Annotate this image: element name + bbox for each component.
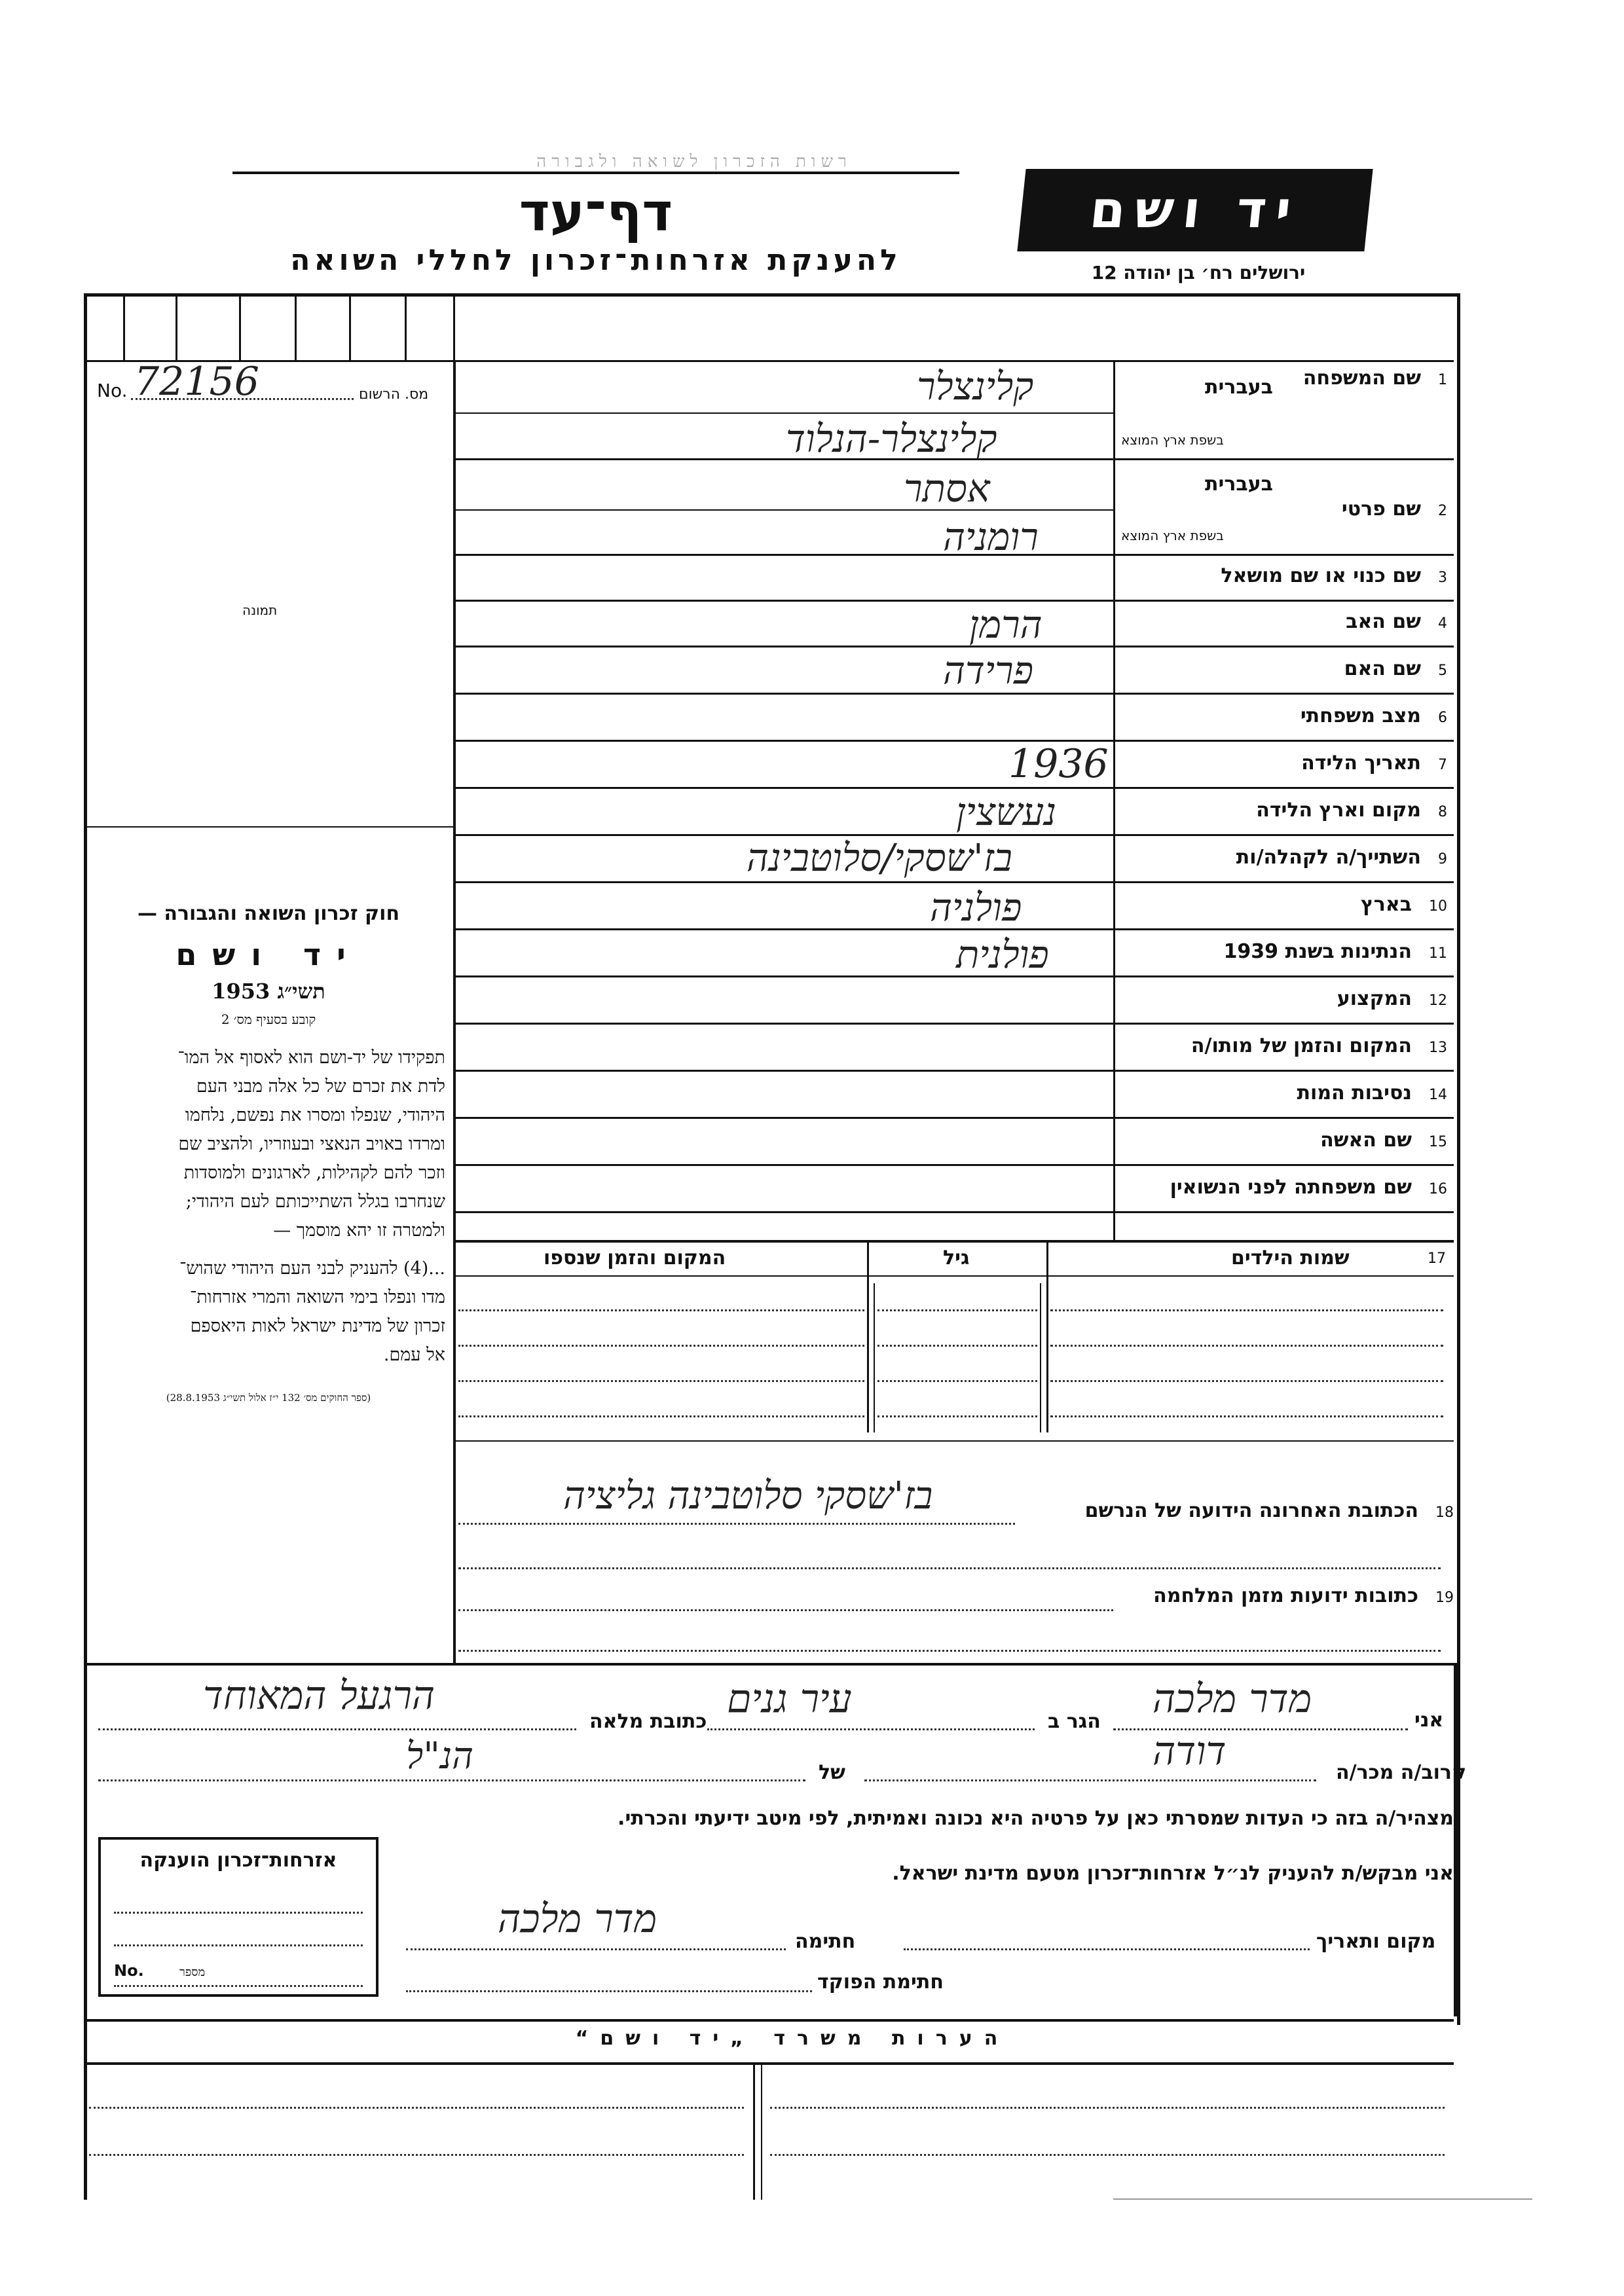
decl-full-address-label: כתובת מלאה — [589, 1710, 707, 1733]
grant-box-no-label: No. — [114, 1961, 144, 1980]
grant-box-number-label: מספר — [179, 1965, 206, 1979]
children-col-place: המקום והזמן שנספו — [544, 1247, 726, 1269]
field-sub-hebrew-1: בעברית — [1205, 376, 1273, 399]
field-value-family-name: קלינצלר — [917, 364, 1034, 409]
field-label-death-circumstances: 14נסיבות המות — [1297, 1082, 1447, 1104]
field-label-mother-name: 5שם האם — [1344, 657, 1447, 680]
field-label-country: 10בארץ — [1360, 893, 1447, 916]
law-line: וזכר להם לקהילות, לארגונים ולמוסדות — [183, 1163, 445, 1183]
field-label-nickname: 3שם כנוי או שם מושאל — [1221, 564, 1447, 587]
decl-statement: מצהיר/ה בזה כי העדות שמסרתי כאן על פרטיה היא נכונה ואמיתית, לפי מיטב ידיעתי והכרתי. — [618, 1807, 1454, 1830]
field-value-nationality: פולנית — [956, 932, 1049, 977]
law-line: תפקידו של יד-ושם הוא לאסוף אל המו־ — [177, 1048, 445, 1068]
decl-city: עיר גנים — [727, 1676, 852, 1722]
law-line: ...(4) להעניק לבני העם היהודי שהוש־ — [179, 1258, 445, 1279]
field-value-first-name-origin: רומניה — [943, 515, 1039, 559]
header-address: ירושלים רח׳ בן יהודה 12 — [1091, 262, 1306, 283]
field-label-death-place-time: 13המקום והזמן של מותו/ה — [1190, 1034, 1447, 1057]
field-value-father-name: הרמן — [969, 602, 1043, 647]
registration-no-label: No. — [97, 380, 128, 401]
law-text-block — [92, 902, 445, 1404]
law-line: ולמטרה זו יהא מוסמך — — [273, 1220, 445, 1241]
registration-number: 72156 — [134, 359, 259, 405]
field-label-birth-date: 7תאריך הלידה — [1301, 752, 1447, 774]
decl-signature: מדר מלכה — [498, 1896, 657, 1942]
law-line: מדו ונפלו בימי השואה והמרי אזרחות־ — [189, 1287, 445, 1307]
field-value-birth-date: 1936 — [1008, 741, 1109, 787]
field-label-birth-place: 8מקום וארץ הלידה — [1256, 799, 1447, 822]
law-clause: קובע בסעיף מס׳ 2 — [221, 1011, 316, 1027]
address-18-value: בז'שסקי סלוטבינה גליציה — [563, 1473, 933, 1518]
children-col-names: שמות הילדים — [1231, 1247, 1350, 1269]
law-line: זכרון של מדינת ישראל לאות היאספם — [190, 1316, 445, 1336]
decl-of-label: של — [819, 1761, 845, 1784]
field-sub-hebrew-2: בעברית — [1205, 473, 1273, 496]
field-value-first-name: אסתר — [904, 466, 990, 511]
field-label-community: 9השתייך/ה לקהלה/ות — [1236, 846, 1447, 869]
field-value-birth-place: נעשצין — [956, 790, 1057, 834]
field-label-nationality: 11הנתינות בשנת 1939 — [1223, 940, 1447, 963]
decl-relative-label: קרוב/ה מכר/ה — [1336, 1761, 1467, 1784]
field-label-profession: 12המקצוע — [1337, 987, 1447, 1010]
registration-label: מס. הרשום — [359, 386, 429, 403]
law-source: (ספר החוקים מס׳ 132 י״ז אלול תשי״ג 28.8.1953) — [166, 1392, 371, 1404]
decl-resides-label: הגר ב — [1048, 1710, 1101, 1733]
decl-place-date-label: מקום ותאריך — [1316, 1930, 1436, 1953]
decl-ani: אני — [1414, 1709, 1444, 1732]
address-19-label: 19כתובות ידועות מזמן המלחמה — [1153, 1584, 1454, 1607]
field-label-maiden-name: 16שם משפחתה לפני הנשואין — [1170, 1176, 1447, 1199]
law-line: שנחרבו בגלל השתייכותם לעם היהודי; — [185, 1192, 445, 1212]
children-num: 17 — [1428, 1250, 1446, 1267]
field-label-family-name: 1שם המשפחה — [1302, 367, 1447, 390]
decl-full-address: הרגעל המאוחד — [203, 1673, 435, 1719]
decl-relation: דודה — [1153, 1728, 1227, 1774]
decl-signature-label: חתימה — [795, 1930, 856, 1953]
field-value-family-name-origin: קלינצלר-הנלוד — [786, 416, 997, 461]
header-top-line-text: רשות הזכרון לשואה ולגבורה — [536, 152, 852, 172]
grant-box-title: אזרחות־זכרון הוענקה — [139, 1849, 337, 1872]
law-line: אל עמם. — [383, 1345, 445, 1365]
law-line: היהודי, שנפלו ומסרו את נפשם, נלחמו — [185, 1105, 445, 1125]
law-year: תשי״ג 1953 — [212, 979, 325, 1004]
decl-official-signature-label: חתימת הפוקד — [817, 1971, 944, 1994]
page-subtitle: להענקת אזרחות־זכרון לחללי השואה — [290, 244, 902, 277]
logo-text: יד ושם — [1087, 181, 1303, 240]
field-label-marital-status: 6מצב משפחתי — [1300, 704, 1447, 727]
law-name: יד ושם — [175, 937, 361, 972]
field-num: 1 — [1438, 372, 1447, 388]
address-18-label: 18הכתובת האחרונה הידועה של הנרשם — [1084, 1499, 1454, 1522]
photo-label: תמונה — [242, 602, 278, 618]
field-label-first-name: 2שם פרטי — [1341, 498, 1447, 520]
yad-vashem-logo — [1017, 169, 1373, 251]
page-title: דף־עד — [519, 182, 673, 243]
field-sub-origin-1: בשפת ארץ המוצא — [1121, 432, 1224, 448]
law-line: ומרדו באויב הנאצי ובעוזריו, ולהציב שם — [178, 1134, 445, 1154]
field-label-father-name: 4שם האב — [1346, 610, 1447, 633]
decl-of-value: הנ"ל — [406, 1735, 473, 1777]
field-value-mother-name: פרידה — [943, 648, 1034, 693]
grant-box — [98, 1837, 378, 1997]
field-sub-origin-2: בשפת ארץ המוצא — [1121, 528, 1224, 543]
decl-name: מדר מלכה — [1153, 1676, 1312, 1722]
remarks-title: הערות משרד „יד ושם“ — [575, 2027, 1010, 2050]
field-value-community: בז'שסקי/סלוטבינה — [747, 835, 1012, 880]
field-label-wife-name: 15שם האשה — [1320, 1129, 1447, 1152]
decl-request: אני מבקש/ת להעניק לנ״ל אזרחות־זכרון מטעם מדינת ישראל. — [892, 1862, 1454, 1885]
law-title: חוק זכרון השואה והגבורה — — [137, 902, 400, 925]
field-value-country: פולניה — [930, 885, 1022, 930]
law-line: לדת את זכרם של כל אלה מבני העם — [196, 1076, 445, 1097]
children-col-age: גיל — [943, 1247, 970, 1269]
